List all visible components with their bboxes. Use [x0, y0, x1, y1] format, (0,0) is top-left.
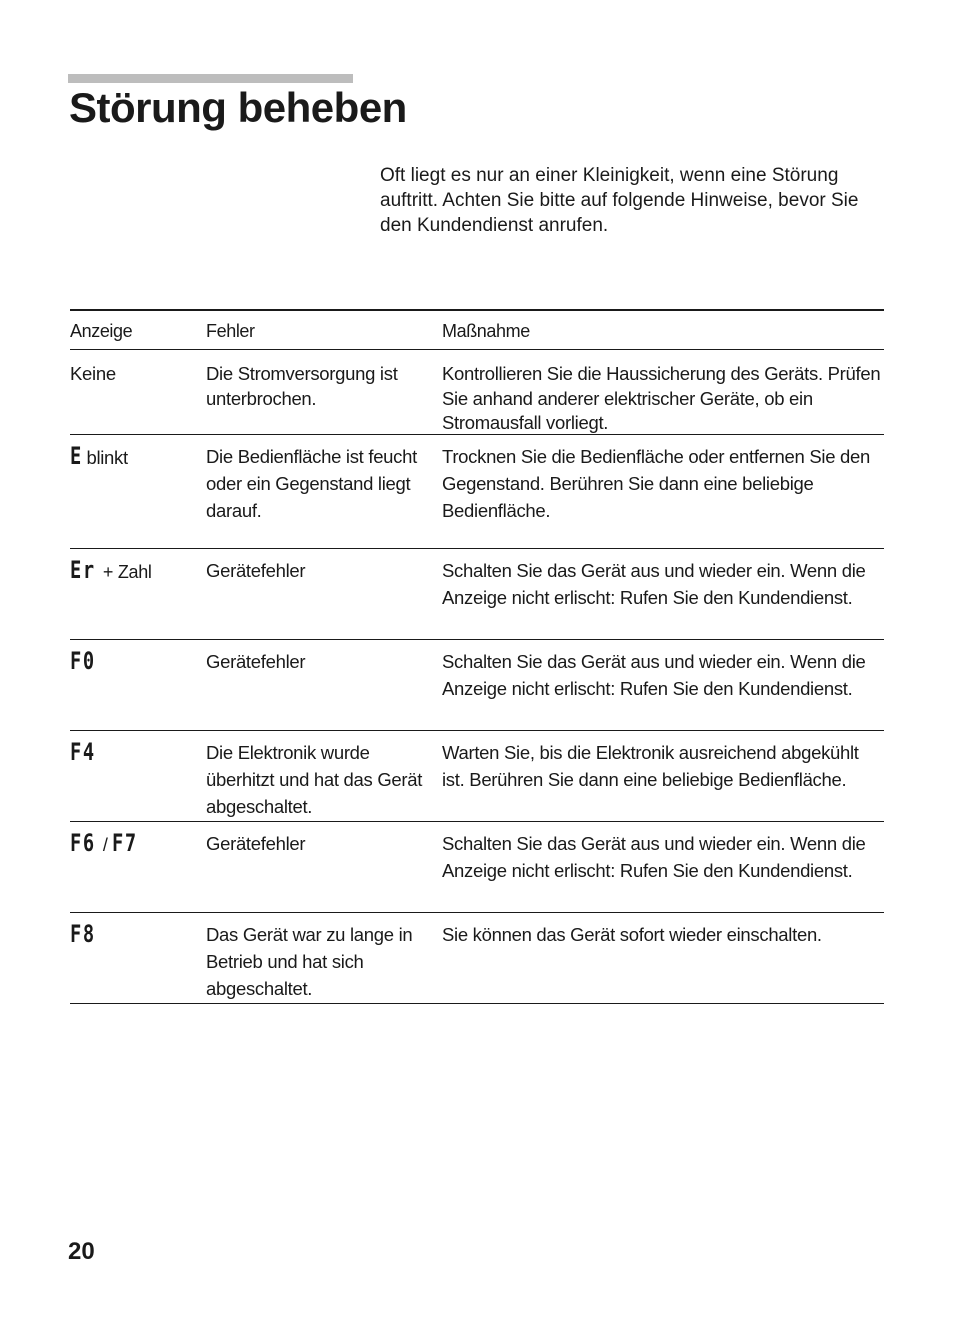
troubleshooting-table	[70, 309, 884, 1004]
display-cell: Keine	[70, 363, 116, 384]
error-cell: Die Elektronik wurde überhitzt und hat das Gerät abgeschaltet.	[206, 742, 423, 817]
display-symbol: F6	[70, 829, 96, 857]
display-symbol: F4	[70, 738, 96, 766]
action-cell: Warten Sie, bis die Elektronik ausreichend abgekühlt ist. Berühren Sie dann eine beliebige Bedienfläche.	[442, 742, 859, 790]
display-symbol-2: F7	[111, 829, 138, 857]
table-row	[70, 822, 884, 913]
page-title: Störung beheben	[69, 84, 407, 131]
header-anzeige: Anzeige	[70, 321, 133, 341]
display-cell	[70, 921, 200, 949]
error-cell: Das Gerät war zu lange in Betrieb und hat sich abgeschaltet.	[206, 924, 413, 999]
table-row	[70, 731, 884, 822]
table-row	[70, 435, 884, 549]
table-header-row	[70, 311, 884, 350]
action-cell: Schalten Sie das Gerät aus und wieder ein. Wenn die Anzeige nicht erlischt: Rufen Sie den Kundendienst.	[442, 651, 866, 699]
action-cell: Schalten Sie das Gerät aus und wieder ein. Wenn die Anzeige nicht erlischt: Rufen Sie den Kundendienst.	[442, 560, 866, 608]
display-symbol: E	[70, 442, 83, 470]
error-cell: Gerätefehler	[206, 560, 306, 581]
error-cell: Die Stromversorgung ist unterbrochen.	[206, 363, 398, 409]
table-row	[70, 913, 884, 1004]
display-suffix: blinkt	[86, 447, 128, 468]
display-cell	[70, 739, 200, 767]
error-cell: Gerätefehler	[206, 833, 306, 854]
display-symbol: F8	[70, 920, 96, 948]
display-symbol: Er	[70, 556, 96, 584]
display-cell	[70, 557, 200, 586]
error-cell: Gerätefehler	[206, 651, 306, 672]
table-row	[70, 640, 884, 731]
table-row	[70, 549, 884, 640]
action-cell: Sie können das Gerät sofort wieder einschalten.	[442, 924, 822, 945]
display-cell	[70, 648, 200, 676]
action-cell: Kontrollieren Sie die Haussicherung des Geräts. Prüfen Sie anhand anderer elektrischer Geräte, ob ein Stromausfall vorliegt.	[442, 363, 881, 433]
page-number: 20	[68, 1238, 95, 1265]
display-symbol: F0	[70, 647, 96, 675]
table-row	[70, 350, 884, 435]
intro-paragraph: Oft liegt es nur an einer Kleinigkeit, wenn eine Störung auftritt. Achten Sie bitte auf folgende Hinweise, bevor Sie den Kundendienst anrufen.	[380, 165, 859, 236]
action-cell: Trocknen Sie die Bedienfläche oder entfernen Sie den Gegenstand. Berühren Sie dann eine beliebige Bedienfläche.	[442, 446, 871, 521]
header-fehler: Fehler	[206, 321, 255, 341]
title-rule	[68, 74, 353, 83]
display-suffix: + Zahl	[102, 562, 152, 582]
error-cell: Die Bedienfläche ist feucht oder ein Gegenstand liegt darauf.	[206, 446, 417, 521]
display-cell	[70, 830, 200, 859]
header-massnahme: Maßnahme	[442, 321, 530, 341]
display-separator: /	[102, 835, 108, 855]
action-cell: Schalten Sie das Gerät aus und wieder ein. Wenn die Anzeige nicht erlischt: Rufen Sie den Kundendienst.	[442, 833, 866, 881]
display-cell	[70, 443, 200, 471]
